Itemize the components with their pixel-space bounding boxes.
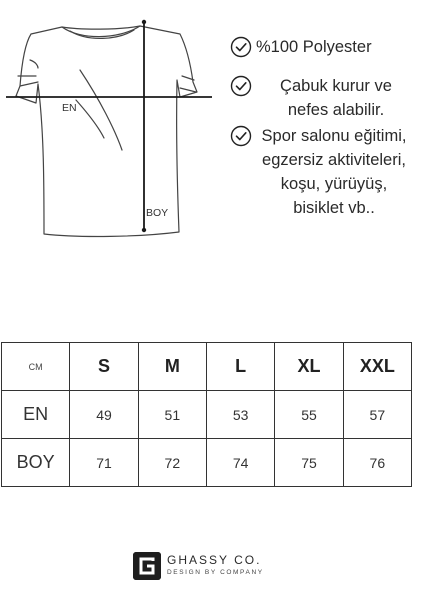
table-cell: 53 (206, 391, 274, 439)
tshirt-outline (16, 26, 197, 236)
feature-line: %100 Polyester (256, 38, 372, 56)
size-chart-table (1, 342, 412, 487)
width-label: EN (62, 102, 77, 114)
size-header: M (138, 343, 206, 391)
table-header-row (2, 343, 412, 391)
feature-line: koşu, yürüyüş, (280, 175, 388, 193)
feature-line: bisiklet vb.. (293, 199, 375, 217)
tshirt-collar (62, 26, 140, 29)
check-circle-icon (230, 36, 252, 58)
feature-line: egzersiz aktiviteleri, (262, 151, 406, 169)
table-cell: 57 (343, 391, 411, 439)
table-cell: 74 (206, 439, 274, 487)
tshirt-diagram (0, 0, 215, 250)
brand-logo (133, 549, 293, 583)
feature-item (226, 30, 424, 59)
table-row (2, 391, 412, 439)
feature-line: Çabuk kurur ve (280, 77, 392, 95)
feature-line: Spor salonu eğitimi, (261, 127, 407, 145)
table-cell: 55 (275, 391, 343, 439)
table-cell: 71 (70, 439, 138, 487)
unit-cell: CM (2, 343, 70, 391)
brand-tagline: DESIGN BY COMPANY (167, 569, 264, 576)
size-header: L (206, 343, 274, 391)
check-circle-icon (230, 125, 252, 147)
table-cell: 76 (343, 439, 411, 487)
table-cell: 75 (275, 439, 343, 487)
feature-line: nefes alabilir. (287, 101, 385, 119)
feature-item (226, 120, 424, 220)
table-cell: 72 (138, 439, 206, 487)
table-cell: 51 (138, 391, 206, 439)
row-label: EN (2, 391, 70, 439)
height-label: BOY (146, 207, 169, 219)
check-circle-icon (230, 75, 252, 97)
size-header: XXL (343, 343, 411, 391)
table-row (2, 439, 412, 487)
brand-name: GHASSY CO. (167, 553, 262, 567)
feature-item (226, 70, 424, 122)
size-header: S (70, 343, 138, 391)
table-cell: 49 (70, 391, 138, 439)
size-header: XL (275, 343, 343, 391)
row-label: BOY (2, 439, 70, 487)
brand-mark-icon (133, 552, 161, 580)
